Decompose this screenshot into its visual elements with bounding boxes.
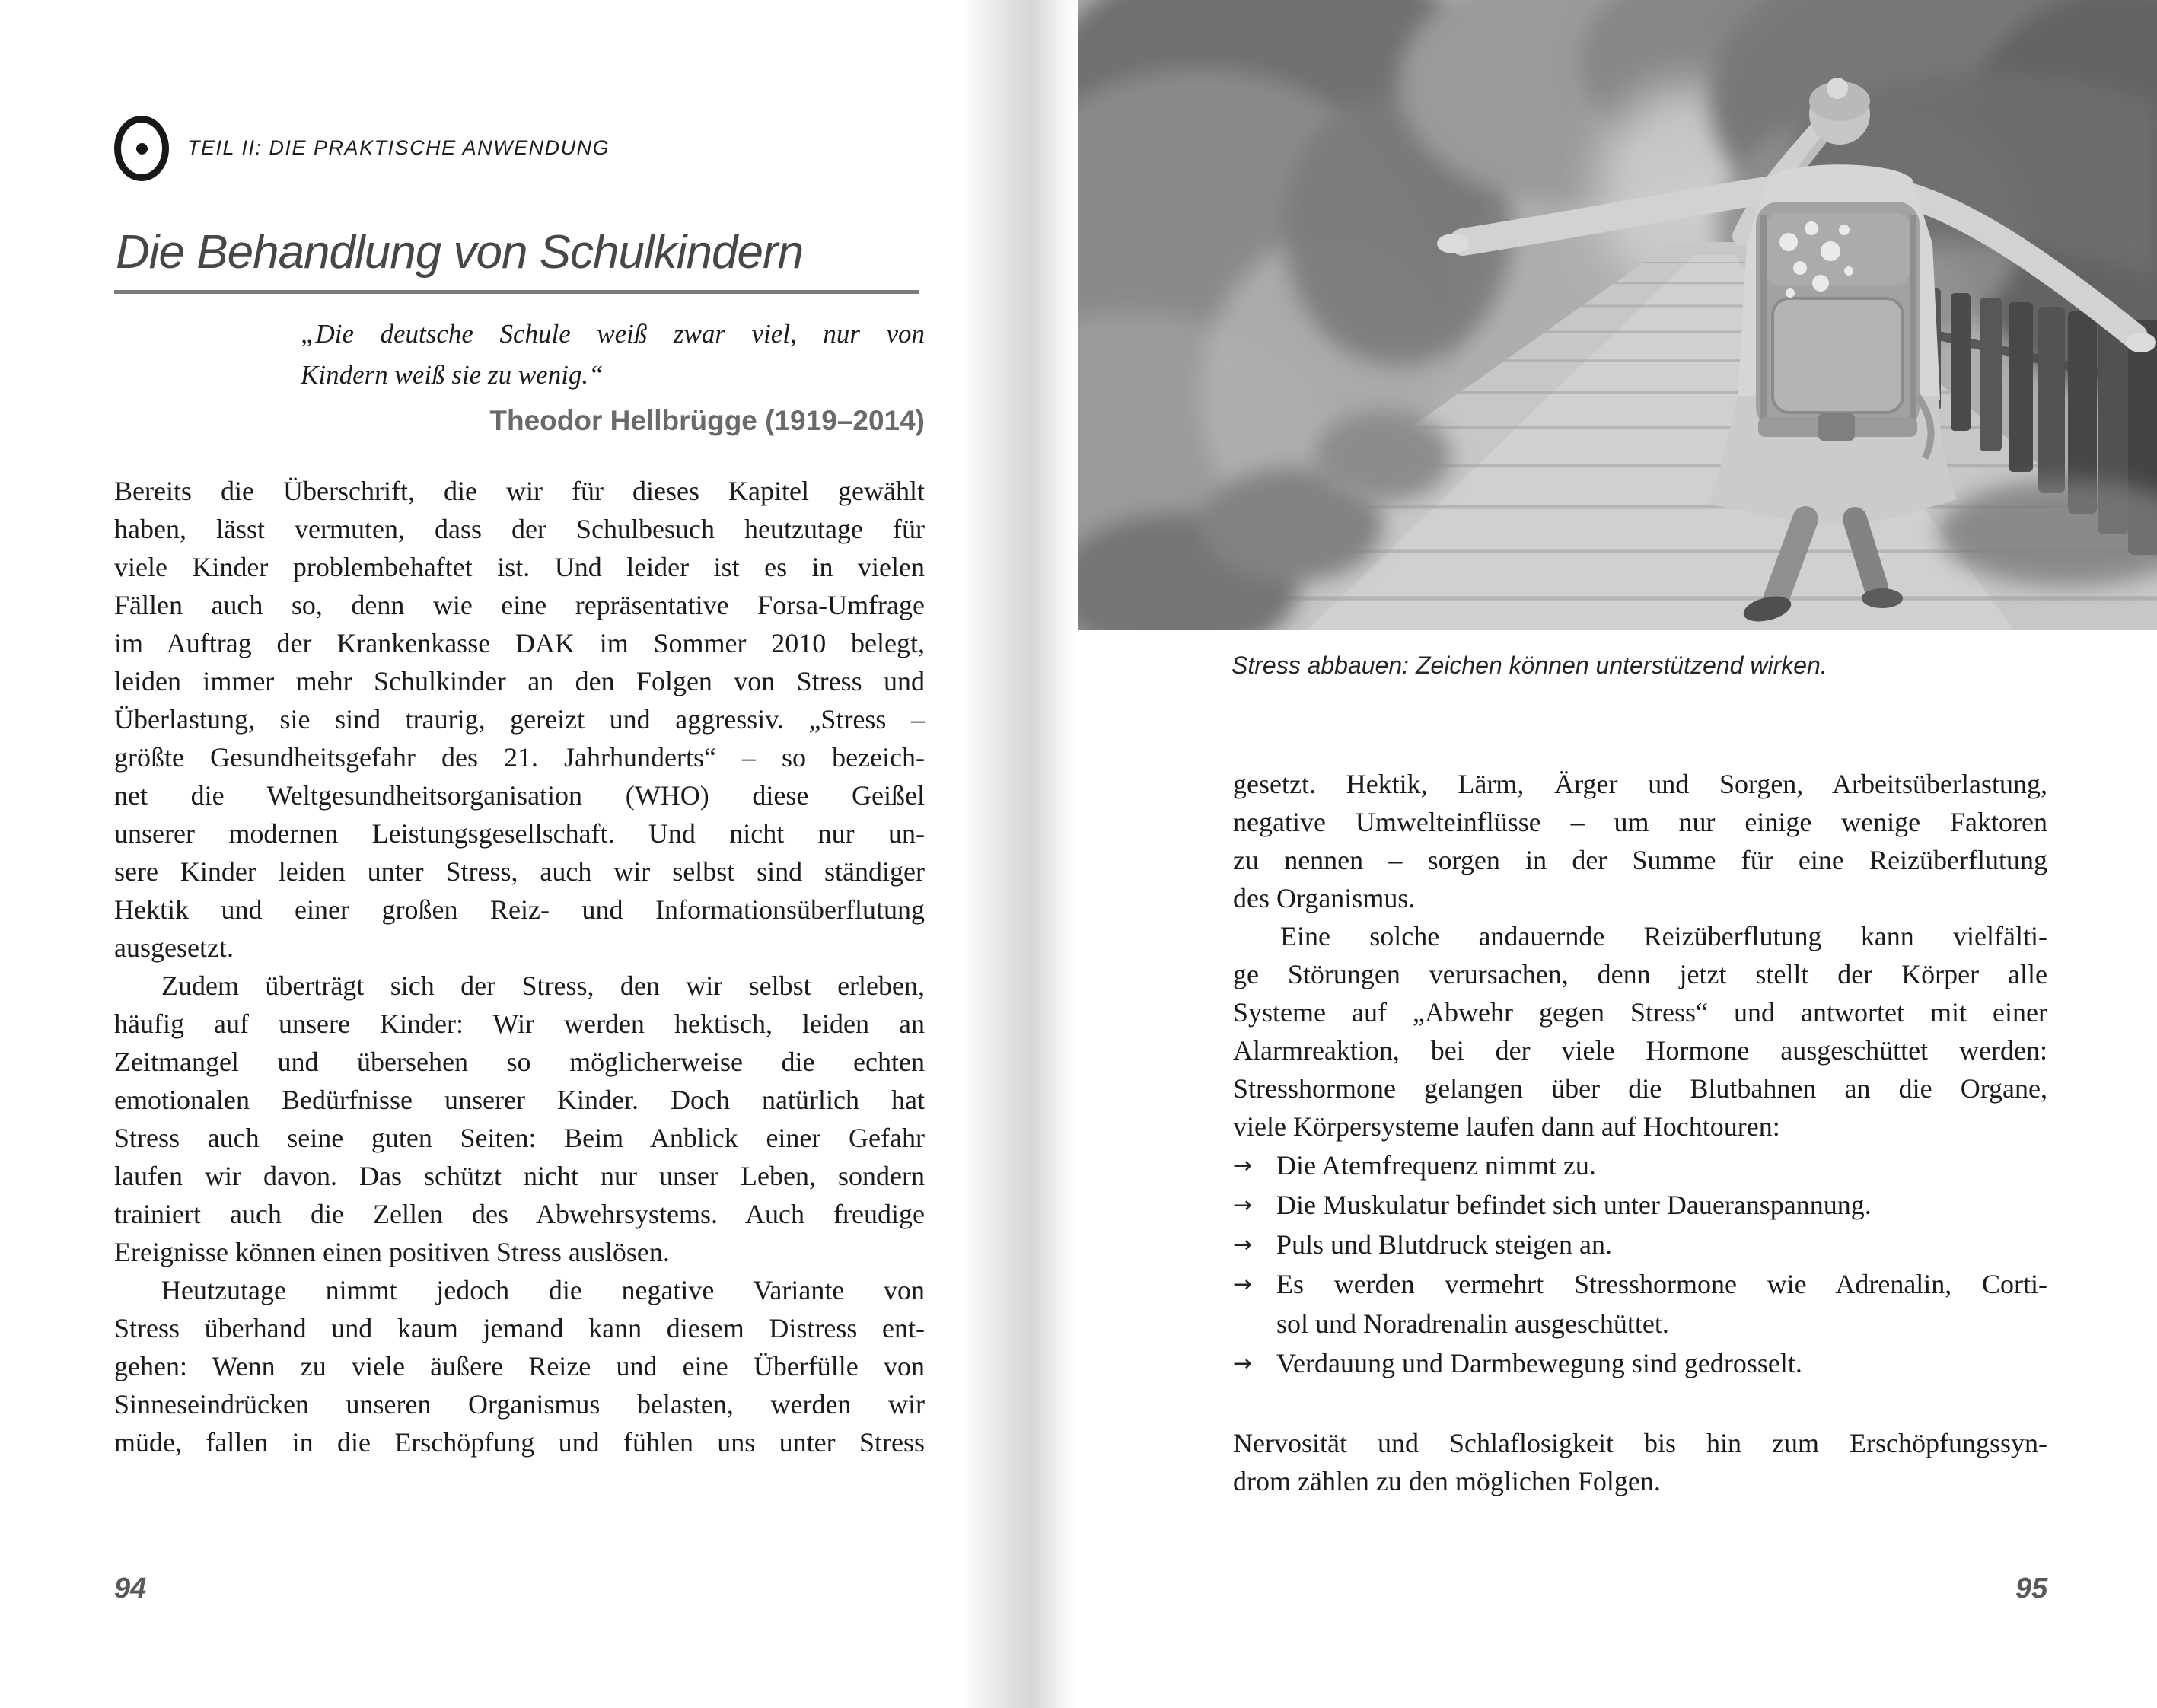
body-line: Bereits die Überschrift, die wir für dieses Kapitel gewählt xyxy=(114,476,925,506)
title-underline xyxy=(114,290,919,294)
epigraph-quote xyxy=(301,314,925,438)
bullet-item: → Es werden vermehrt Stresshormone wie Adrenalin, Corti- xyxy=(1233,1264,2047,1304)
right-page-body-text xyxy=(1233,765,2047,1500)
backpack xyxy=(1756,202,1931,458)
body-line: net die Weltgesundheitsorganisation (WHO) diese Geißel xyxy=(114,780,925,811)
body-line: laufen wir davon. Das schützt nicht nur unser Leben, sondern xyxy=(114,1161,925,1191)
right-shoe xyxy=(1862,588,1903,608)
body-line: häufig auf unsere Kinder: Wir werden hektisch, leiden an xyxy=(114,1009,925,1039)
chapter-title: Die Behandlung von Schulkindern xyxy=(116,226,804,279)
quote-attribution: Theodor Hellbrügge (1919–2014) xyxy=(489,405,925,436)
body-line: Sinneseindrücken unseren Organismus belasten, werden wir xyxy=(114,1389,925,1420)
bullet-item: → Verdauung und Darmbewegung sind gedrosselt. xyxy=(1233,1343,2047,1383)
body-line: des Organismus. xyxy=(1233,883,1416,913)
left-page-body-text xyxy=(114,472,925,1461)
quote-line: Kindern weiß sie zu wenig.“ xyxy=(301,360,604,390)
part-kicker: TEIL II: DIE PRAKTISCHE ANWENDUNG xyxy=(187,136,610,160)
photo-schoolgirl-walking xyxy=(1078,0,2157,630)
hair-scrunchie xyxy=(1827,78,1848,99)
body-line: müde, fallen in die Erschöpfung und fühlen uns unter Stress xyxy=(114,1427,925,1458)
body-line: Stress überhand und kaum jemand kann diesem Distress ent- xyxy=(114,1313,925,1343)
body-line: viele Kinder problembehaftet ist. Und leider ist es in vielen xyxy=(114,552,925,582)
quote-line: „Die deutsche Schule weiß zwar viel, nur von xyxy=(301,319,925,349)
body-line: haben, lässt vermuten, dass der Schulbesuch heutzutage für xyxy=(114,514,925,544)
arrow-bullet-icon: → xyxy=(1233,1152,1253,1179)
body-line: gehen: Wenn zu viele äußere Reize und eine Überfülle von xyxy=(114,1351,925,1381)
body-line: ausgesetzt. xyxy=(114,932,234,963)
body-line: Heutzutage nimmt jedoch die negative Variante von xyxy=(161,1275,925,1305)
body-line: zu nennen – sorgen in der Summe für eine Reizüberflutung xyxy=(1233,845,2047,875)
arrow-bullet-icon: → xyxy=(1233,1271,1253,1298)
body-line: Überlastung, sie sind traurig, gereizt und aggressiv. „Stress – xyxy=(114,704,925,735)
body-line: Stresshormone gelangen über die Blutbahnen an die Organe, xyxy=(1233,1073,2047,1104)
body-line: drom zählen zu den möglichen Folgen. xyxy=(1233,1466,1661,1496)
circle-dot-icon xyxy=(114,116,169,181)
bullet-item: → Puls und Blutdruck steigen an. xyxy=(1233,1225,2047,1264)
body-line: Alarmreaktion, bei der viele Hormone ausgeschüttet werden: xyxy=(1233,1035,2047,1066)
chapter-header xyxy=(114,116,610,181)
strap-buckle xyxy=(1818,413,1855,441)
body-line: unserer modernen Leistungsgesellschaft. Und nicht nur un- xyxy=(114,818,925,849)
page-number-left: 94 xyxy=(114,1573,147,1604)
circle-dot-icon-center xyxy=(136,143,148,155)
body-line: Fällen auch so, denn wie eine repräsentative Forsa-Umfrage xyxy=(114,590,925,620)
body-line: Zeitmangel und übersehen so möglicherweise die echten xyxy=(114,1047,925,1077)
bullet-item: → Die Atemfrequenz nimmt zu. xyxy=(1233,1146,2047,1185)
body-line: viele Körpersysteme laufen dann auf Hochtouren: xyxy=(1233,1111,1780,1142)
body-line: leiden immer mehr Schulkinder an den Folgen von Stress und xyxy=(114,666,925,696)
body-line: Ereignisse können einen positiven Stress auslösen. xyxy=(114,1237,670,1267)
body-line: Nervosität und Schlaflosigkeit bis hin zum Erschöpfungssyn- xyxy=(1233,1428,2047,1458)
body-line: trainiert auch die Zellen des Abwehrsystems. Auch freudige xyxy=(114,1199,925,1229)
bullet-item: → Die Muskulatur befindet sich unter Daueranspannung. xyxy=(1233,1185,2047,1225)
arrow-bullet-icon: → xyxy=(1233,1192,1253,1219)
body-line: Hektik und einer großen Reiz- und Informationsüberflutung xyxy=(114,894,925,925)
photo-illustration xyxy=(1078,0,2157,630)
body-line: im Auftrag der Krankenkasse DAK im Sommer 2010 belegt, xyxy=(114,628,925,658)
bullet-item-continuation: sol und Noradrenalin ausgeschüttet. xyxy=(1276,1308,1669,1339)
body-line: emotionalen Bedürfnisse unserer Kinder. Doch natürlich hat xyxy=(114,1085,925,1115)
body-line: Systeme auf „Abwehr gegen Stress“ und antwortet mit einer xyxy=(1233,997,2047,1028)
arrow-bullet-icon: → xyxy=(1233,1350,1253,1377)
body-line: Stress auch seine guten Seiten: Beim Anblick einer Gefahr xyxy=(114,1123,925,1153)
body-line: Zudem überträgt sich der Stress, den wir selbst erleben, xyxy=(161,970,925,1001)
body-line: sere Kinder leiden unter Stress, auch wir selbst sind ständiger xyxy=(114,856,925,887)
body-line: gesetzt. Hektik, Lärm, Ärger und Sorgen, Arbeitsüberlastung, xyxy=(1233,769,2047,799)
page-number-right: 95 xyxy=(2015,1573,2048,1604)
body-line: Eine solche andauernde Reizüberflutung kann vielfälti- xyxy=(1280,921,2047,951)
arrow-bullet-icon: → xyxy=(1233,1232,1253,1258)
body-line: ge Störungen verursachen, denn jetzt stellt der Körper alle xyxy=(1233,959,2047,989)
closing-paragraph xyxy=(1233,1424,2047,1500)
body-line: größte Gesundheitsgefahr des 21. Jahrhunderts“ – so bezeich- xyxy=(114,742,925,773)
body-line: negative Umwelteinflüsse – um nur einige wenige Faktoren xyxy=(1233,807,2047,837)
quote-text xyxy=(301,314,925,396)
book-spine-shadow xyxy=(961,0,1078,1708)
photo-caption: Stress abbauen: Zeichen können unterstützend wirken. xyxy=(1231,652,1827,679)
